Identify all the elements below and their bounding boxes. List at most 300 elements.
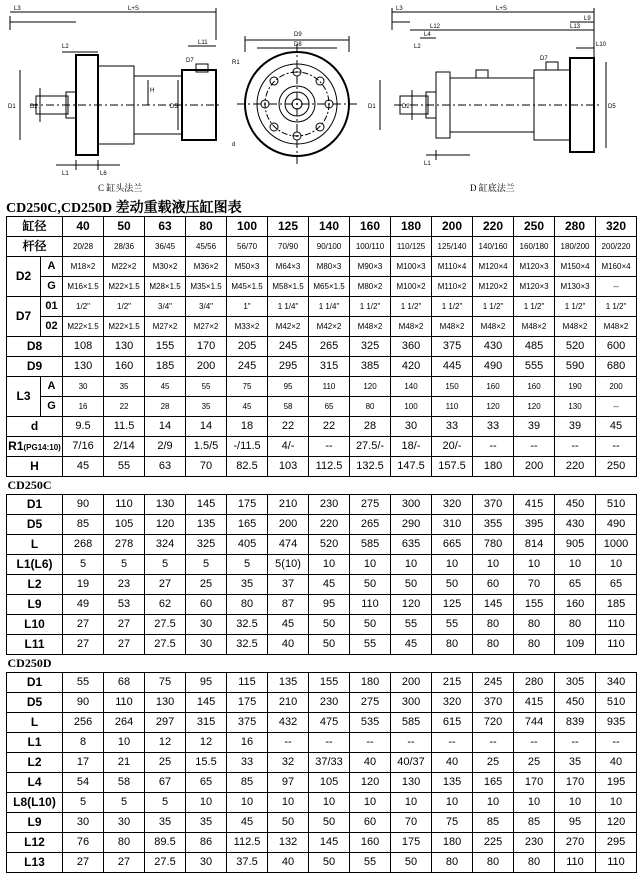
value-cell: 10 bbox=[309, 793, 350, 813]
cd250c-row bbox=[7, 635, 637, 655]
value-cell: M45×1.5 bbox=[227, 277, 268, 297]
value-cell: 535 bbox=[350, 713, 391, 733]
value-cell: 415 bbox=[514, 693, 555, 713]
value-cell: 109 bbox=[555, 635, 596, 655]
value-cell: 18/- bbox=[391, 437, 432, 457]
value-cell: 120 bbox=[350, 377, 391, 397]
d7-label: D7 bbox=[7, 297, 41, 337]
value-cell: 135 bbox=[268, 673, 309, 693]
value-cell: 10 bbox=[596, 793, 637, 813]
rod-label: 杆径 bbox=[7, 237, 63, 257]
value-cell: 1 1/2" bbox=[473, 297, 514, 317]
label-ls: L+S bbox=[128, 6, 139, 12]
value-cell: 50 bbox=[391, 575, 432, 595]
value-cell: 20/- bbox=[432, 437, 473, 457]
value-cell: M16×1.5 bbox=[63, 277, 104, 297]
value-cell: 744 bbox=[514, 713, 555, 733]
value-cell: 27.5/- bbox=[350, 437, 391, 457]
value-cell: 10 bbox=[473, 793, 514, 813]
l3-label: L3 bbox=[7, 377, 41, 417]
value-cell: M48×2 bbox=[391, 317, 432, 337]
value-cell: 145 bbox=[473, 595, 514, 615]
value-cell: 37.5 bbox=[227, 853, 268, 873]
value-cell: 45 bbox=[145, 377, 186, 397]
row-label: L9 bbox=[7, 813, 63, 833]
cd250c-section-label: CD250C bbox=[7, 477, 637, 495]
label-d1: D1 bbox=[8, 104, 16, 110]
value-cell: 155 bbox=[145, 337, 186, 357]
value-cell: 11.5 bbox=[104, 417, 145, 437]
value-cell: -- bbox=[391, 733, 432, 753]
value-cell: 27 bbox=[63, 853, 104, 873]
cd250d-row bbox=[7, 773, 637, 793]
value-cell: 250 bbox=[596, 457, 637, 477]
value-cell: 10 bbox=[555, 793, 596, 813]
value-cell: 56/70 bbox=[227, 237, 268, 257]
row-label: L9 bbox=[7, 595, 63, 615]
cd250d-row bbox=[7, 733, 637, 753]
value-cell: 85 bbox=[514, 813, 555, 833]
value-cell: 22 bbox=[309, 417, 350, 437]
value-cell: -- bbox=[514, 437, 555, 457]
value-cell: -- bbox=[596, 437, 637, 457]
value-cell: 275 bbox=[350, 495, 391, 515]
value-cell: 135 bbox=[186, 515, 227, 535]
value-cell: 5 bbox=[104, 793, 145, 813]
value-cell: 305 bbox=[555, 673, 596, 693]
value-cell: 112.5 bbox=[227, 833, 268, 853]
row-label: D5 bbox=[7, 693, 63, 713]
label-d: d bbox=[232, 142, 236, 148]
value-cell: 110 bbox=[555, 853, 596, 873]
value-cell: 40 bbox=[596, 753, 637, 773]
value-cell: 39 bbox=[514, 417, 555, 437]
label-h: H bbox=[150, 88, 155, 94]
value-cell: 160 bbox=[473, 377, 514, 397]
value-cell: 110/125 bbox=[391, 237, 432, 257]
value-cell: M42×2 bbox=[268, 317, 309, 337]
label-ls-d: L+S bbox=[496, 6, 507, 12]
value-cell: 10 bbox=[596, 555, 637, 575]
value-cell: 27 bbox=[104, 635, 145, 655]
l3-row bbox=[7, 397, 637, 417]
value-cell: 120 bbox=[596, 813, 637, 833]
value-cell: 35 bbox=[145, 813, 186, 833]
value-cell: 175 bbox=[227, 693, 268, 713]
value-cell: 27 bbox=[63, 615, 104, 635]
bore-cell: 200 bbox=[432, 217, 473, 237]
value-cell: M110×2 bbox=[432, 277, 473, 297]
table-title: CD250C,CD250D 差动重载液压缸图表 bbox=[6, 201, 242, 216]
value-cell: 1.5/5 bbox=[186, 437, 227, 457]
row-label: L2 bbox=[7, 753, 63, 773]
value-cell: 40 bbox=[268, 635, 309, 655]
value-cell: 839 bbox=[555, 713, 596, 733]
value-cell: 905 bbox=[555, 535, 596, 555]
value-cell: 16 bbox=[63, 397, 104, 417]
r1-row bbox=[7, 437, 637, 457]
value-cell: 80 bbox=[514, 615, 555, 635]
value-cell: M27×2 bbox=[145, 317, 186, 337]
label-l1-d: L1 bbox=[424, 161, 431, 167]
row-label: L11 bbox=[7, 635, 63, 655]
value-cell: 39 bbox=[555, 417, 596, 437]
value-cell: 80 bbox=[473, 615, 514, 635]
value-cell: 58 bbox=[104, 773, 145, 793]
row-label: L13 bbox=[7, 853, 63, 873]
label-d8: D8 bbox=[294, 42, 302, 48]
d2-label: D2 bbox=[7, 257, 41, 297]
value-cell: M18×2 bbox=[63, 257, 104, 277]
bore-cell: 63 bbox=[145, 217, 186, 237]
value-cell: 120 bbox=[350, 773, 391, 793]
value-cell: 265 bbox=[309, 337, 350, 357]
value-cell: 295 bbox=[268, 357, 309, 377]
sub-label: G bbox=[41, 277, 63, 297]
value-cell: 89.5 bbox=[145, 833, 186, 853]
label-l2: L2 bbox=[62, 44, 69, 50]
value-cell: M90×3 bbox=[350, 257, 391, 277]
value-cell: 430 bbox=[473, 337, 514, 357]
sub-label: G bbox=[41, 397, 63, 417]
value-cell: M80×2 bbox=[350, 277, 391, 297]
value-cell: 30 bbox=[104, 813, 145, 833]
value-cell: 185 bbox=[145, 357, 186, 377]
value-cell: M42×2 bbox=[309, 317, 350, 337]
value-cell: 115 bbox=[227, 673, 268, 693]
bore-cell: 50 bbox=[104, 217, 145, 237]
value-cell: 370 bbox=[473, 693, 514, 713]
row-label: D1 bbox=[7, 673, 63, 693]
value-cell: 430 bbox=[555, 515, 596, 535]
d9-label: D9 bbox=[7, 357, 63, 377]
value-cell: 180/200 bbox=[555, 237, 596, 257]
bore-cell: 250 bbox=[514, 217, 555, 237]
value-cell: 278 bbox=[104, 535, 145, 555]
value-cell: 635 bbox=[391, 535, 432, 555]
value-cell: 5(10) bbox=[268, 555, 309, 575]
value-cell: 320 bbox=[432, 693, 473, 713]
cd250d-row bbox=[7, 693, 637, 713]
value-cell: 45 bbox=[596, 417, 637, 437]
value-cell: 27.5 bbox=[145, 615, 186, 635]
d_row-row bbox=[7, 417, 637, 437]
value-cell: M33×2 bbox=[227, 317, 268, 337]
label-l4: L4 bbox=[424, 32, 431, 38]
value-cell: 300 bbox=[391, 693, 432, 713]
value-cell: 80 bbox=[473, 635, 514, 655]
value-cell: 87 bbox=[268, 595, 309, 615]
value-cell: 295 bbox=[596, 833, 637, 853]
value-cell: 54 bbox=[63, 773, 104, 793]
value-cell: 21 bbox=[104, 753, 145, 773]
value-cell: 35 bbox=[104, 377, 145, 397]
bore-cell: 125 bbox=[268, 217, 309, 237]
value-cell: 175 bbox=[227, 495, 268, 515]
drawing-d-bottom-flange bbox=[380, 8, 606, 160]
value-cell: 80 bbox=[514, 853, 555, 873]
value-cell: 264 bbox=[104, 713, 145, 733]
value-cell: M48×2 bbox=[473, 317, 514, 337]
cd250d-section bbox=[7, 655, 637, 673]
value-cell: 10 bbox=[227, 793, 268, 813]
value-cell: 275 bbox=[350, 693, 391, 713]
value-cell: 135 bbox=[432, 773, 473, 793]
value-cell: 600 bbox=[596, 337, 637, 357]
value-cell: -- bbox=[596, 397, 637, 417]
value-cell: 432 bbox=[268, 713, 309, 733]
value-cell: M120×4 bbox=[473, 257, 514, 277]
value-cell: 1 1/2" bbox=[432, 297, 473, 317]
value-cell: 140/160 bbox=[473, 237, 514, 257]
value-cell: 1 1/2" bbox=[350, 297, 391, 317]
value-cell: 120 bbox=[145, 515, 186, 535]
row-label: L4 bbox=[7, 773, 63, 793]
value-cell: 147.5 bbox=[391, 457, 432, 477]
value-cell: 230 bbox=[309, 693, 350, 713]
bore-row bbox=[7, 217, 637, 237]
label-l3: L3 bbox=[14, 6, 21, 12]
value-cell: 170 bbox=[186, 337, 227, 357]
value-cell: 35 bbox=[227, 575, 268, 595]
value-cell: 324 bbox=[145, 535, 186, 555]
value-cell: 82.5 bbox=[227, 457, 268, 477]
value-cell: 60 bbox=[473, 575, 514, 595]
value-cell: 65 bbox=[186, 773, 227, 793]
label-r1: R1 bbox=[232, 60, 240, 66]
value-cell: M120×3 bbox=[514, 277, 555, 297]
value-cell: 180 bbox=[432, 833, 473, 853]
value-cell: 520 bbox=[309, 535, 350, 555]
label-d7: D7 bbox=[186, 58, 194, 64]
value-cell: 45 bbox=[227, 813, 268, 833]
r1-label: R1(PG14:10) bbox=[7, 437, 63, 457]
value-cell: 1/2" bbox=[104, 297, 145, 317]
value-cell: 445 bbox=[432, 357, 473, 377]
value-cell: 120 bbox=[473, 397, 514, 417]
value-cell: M48×2 bbox=[432, 317, 473, 337]
value-cell: 50 bbox=[309, 635, 350, 655]
value-cell: 170 bbox=[514, 773, 555, 793]
value-cell: 180 bbox=[350, 673, 391, 693]
label-d1-d: D1 bbox=[368, 104, 376, 110]
value-cell: 157.5 bbox=[432, 457, 473, 477]
value-cell: M100×3 bbox=[391, 257, 432, 277]
label-l9: L9 bbox=[584, 16, 591, 22]
value-cell: 1 1/2" bbox=[555, 297, 596, 317]
value-cell: 132 bbox=[268, 833, 309, 853]
value-cell: 28/36 bbox=[104, 237, 145, 257]
row-label: D5 bbox=[7, 515, 63, 535]
value-cell: 32.5 bbox=[227, 615, 268, 635]
value-cell: 110 bbox=[432, 397, 473, 417]
value-cell: 145 bbox=[309, 833, 350, 853]
value-cell: M48×2 bbox=[555, 317, 596, 337]
d_row-label: d bbox=[7, 417, 63, 437]
row-label: L bbox=[7, 535, 63, 555]
value-cell: 30 bbox=[186, 635, 227, 655]
bore-cell: 180 bbox=[391, 217, 432, 237]
value-cell: 65 bbox=[555, 575, 596, 595]
value-cell: 45 bbox=[309, 575, 350, 595]
value-cell: M48×2 bbox=[350, 317, 391, 337]
value-cell: 132.5 bbox=[350, 457, 391, 477]
value-cell: 415 bbox=[514, 495, 555, 515]
label-d7-d: D7 bbox=[540, 56, 548, 62]
value-cell: 125 bbox=[432, 595, 473, 615]
value-cell: 130 bbox=[104, 337, 145, 357]
value-cell: 170 bbox=[555, 773, 596, 793]
value-cell: 30 bbox=[63, 377, 104, 397]
value-cell: 112.5 bbox=[309, 457, 350, 477]
bore-cell: 40 bbox=[63, 217, 104, 237]
value-cell: 420 bbox=[391, 357, 432, 377]
value-cell: 27 bbox=[104, 615, 145, 635]
drawing-flange-end-view bbox=[237, 36, 357, 164]
value-cell: 105 bbox=[309, 773, 350, 793]
value-cell: 33 bbox=[227, 753, 268, 773]
value-cell: 75 bbox=[145, 673, 186, 693]
value-cell: 510 bbox=[596, 693, 637, 713]
value-cell: 80 bbox=[555, 615, 596, 635]
value-cell: 27 bbox=[63, 635, 104, 655]
value-cell: -- bbox=[268, 733, 309, 753]
value-cell: 50 bbox=[350, 615, 391, 635]
value-cell: M36×2 bbox=[186, 257, 227, 277]
value-cell: 450 bbox=[555, 693, 596, 713]
bore-cell: 160 bbox=[350, 217, 391, 237]
value-cell: 300 bbox=[391, 495, 432, 515]
value-cell: 120 bbox=[514, 397, 555, 417]
value-cell: 205 bbox=[227, 337, 268, 357]
value-cell: 8 bbox=[63, 733, 104, 753]
value-cell: 10 bbox=[432, 555, 473, 575]
value-cell: 20/28 bbox=[63, 237, 104, 257]
d8-row bbox=[7, 337, 637, 357]
value-cell: 62 bbox=[145, 595, 186, 615]
caption-c: C 缸头法兰 bbox=[98, 183, 143, 193]
value-cell: 60 bbox=[186, 595, 227, 615]
value-cell: 70 bbox=[186, 457, 227, 477]
value-cell: 97 bbox=[268, 773, 309, 793]
value-cell: M120×2 bbox=[473, 277, 514, 297]
value-cell: 230 bbox=[514, 833, 555, 853]
value-cell: 70 bbox=[391, 813, 432, 833]
value-cell: 30 bbox=[63, 813, 104, 833]
value-cell: M80×3 bbox=[309, 257, 350, 277]
value-cell: 5 bbox=[227, 555, 268, 575]
row-label: L10 bbox=[7, 615, 63, 635]
value-cell: 27 bbox=[104, 853, 145, 873]
value-cell: 80 bbox=[432, 853, 473, 873]
value-cell: 55 bbox=[350, 635, 391, 655]
value-cell: 585 bbox=[350, 535, 391, 555]
row-label: L2 bbox=[7, 575, 63, 595]
value-cell: 53 bbox=[104, 595, 145, 615]
value-cell: 268 bbox=[63, 535, 104, 555]
value-cell: 210 bbox=[268, 495, 309, 515]
value-cell: 405 bbox=[227, 535, 268, 555]
value-cell: 95 bbox=[268, 377, 309, 397]
value-cell: 5 bbox=[145, 793, 186, 813]
value-cell: 30 bbox=[186, 853, 227, 873]
value-cell: 30 bbox=[186, 615, 227, 635]
bore-cell: 320 bbox=[596, 217, 637, 237]
value-cell: 615 bbox=[432, 713, 473, 733]
value-cell: 185 bbox=[596, 595, 637, 615]
value-cell: 85 bbox=[63, 515, 104, 535]
cd250c-row bbox=[7, 495, 637, 515]
value-cell: 18 bbox=[227, 417, 268, 437]
value-cell: 555 bbox=[514, 357, 555, 377]
value-cell: 90 bbox=[63, 693, 104, 713]
label-l2-d: L2 bbox=[414, 44, 421, 50]
label-l10: L10 bbox=[596, 42, 607, 48]
value-cell: -- bbox=[555, 437, 596, 457]
cd250d-row bbox=[7, 793, 637, 813]
value-cell: 340 bbox=[596, 673, 637, 693]
value-cell: 12 bbox=[145, 733, 186, 753]
value-cell: 110 bbox=[596, 615, 637, 635]
value-cell: M160×4 bbox=[596, 257, 637, 277]
value-cell: 1 1/4" bbox=[268, 297, 309, 317]
row-label: L12 bbox=[7, 833, 63, 853]
value-cell: 175 bbox=[391, 833, 432, 853]
value-cell: 45 bbox=[63, 457, 104, 477]
l3-row bbox=[7, 377, 637, 397]
value-cell: 32.5 bbox=[227, 635, 268, 655]
value-cell: 320 bbox=[432, 495, 473, 515]
value-cell: 15.5 bbox=[186, 753, 227, 773]
value-cell: 180 bbox=[473, 457, 514, 477]
value-cell: 1/2" bbox=[63, 297, 104, 317]
label-l11: L11 bbox=[198, 40, 208, 46]
value-cell: 315 bbox=[186, 713, 227, 733]
value-cell: 12 bbox=[186, 733, 227, 753]
bore-label: 缸径 bbox=[7, 217, 63, 237]
sub-label: 01 bbox=[41, 297, 63, 317]
value-cell: 155 bbox=[514, 595, 555, 615]
label-l1: L1 bbox=[62, 171, 69, 177]
value-cell: 36/45 bbox=[145, 237, 186, 257]
value-cell: 585 bbox=[391, 713, 432, 733]
value-cell: 310 bbox=[432, 515, 473, 535]
value-cell: M120×3 bbox=[514, 257, 555, 277]
value-cell: 110 bbox=[596, 853, 637, 873]
row-label: L bbox=[7, 713, 63, 733]
value-cell: 10 bbox=[104, 733, 145, 753]
value-cell: 215 bbox=[432, 673, 473, 693]
value-cell: 45/56 bbox=[186, 237, 227, 257]
value-cell: 10 bbox=[432, 793, 473, 813]
value-cell: 130 bbox=[555, 397, 596, 417]
cd250c-row bbox=[7, 515, 637, 535]
value-cell: 90 bbox=[63, 495, 104, 515]
value-cell: 200/220 bbox=[596, 237, 637, 257]
rod-row bbox=[7, 237, 637, 257]
value-cell: 10 bbox=[473, 555, 514, 575]
value-cell: 1000 bbox=[596, 535, 637, 555]
value-cell: 55 bbox=[186, 377, 227, 397]
bore-cell: 80 bbox=[186, 217, 227, 237]
value-cell: 160 bbox=[104, 357, 145, 377]
value-cell: 22 bbox=[268, 417, 309, 437]
value-cell: 145 bbox=[186, 693, 227, 713]
value-cell: 45 bbox=[268, 615, 309, 635]
value-cell: 70 bbox=[514, 575, 555, 595]
value-cell: -- bbox=[473, 733, 514, 753]
value-cell: 325 bbox=[186, 535, 227, 555]
